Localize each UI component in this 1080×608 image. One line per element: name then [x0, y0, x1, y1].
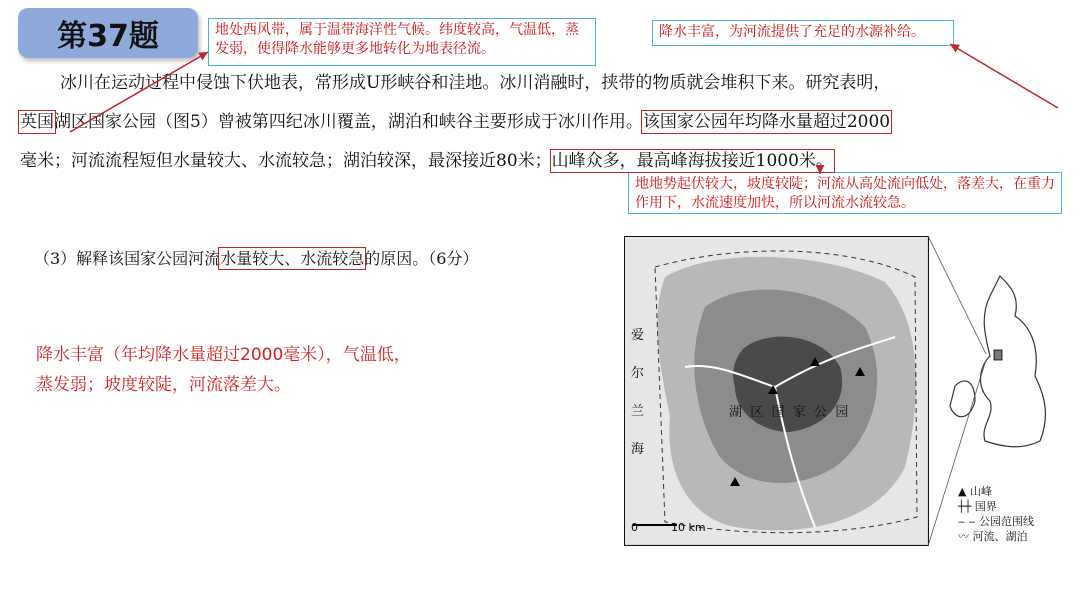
legend-park	[958, 514, 1034, 529]
terrain-map-graphic	[625, 237, 927, 544]
map-legend	[958, 484, 1034, 544]
question-prefix: （3）解释该国家公园河流	[34, 249, 221, 268]
legend-border-label: 国界	[974, 500, 997, 513]
legend-river-label: 河流、湖泊	[972, 530, 1028, 543]
rain-note: 降水丰富，为河流提供了充足的水源补给。	[652, 20, 954, 46]
legend-river	[958, 529, 1034, 544]
sea-label-char: 尔	[631, 366, 645, 381]
england-highlight: 英国	[20, 112, 54, 132]
answer-line-2: 蒸发弱；坡度较陡，河流落差大。	[36, 375, 291, 395]
question-suffix: 的原因。（6分）	[364, 249, 479, 268]
passage-line2-text: 湖区国家公园（图5）曾被第四纪冰川覆盖，湖泊和峡谷主要形成于冰川作用。	[54, 112, 643, 132]
peaks-highlight: 山峰众多，最高峰海拔接近1000米。	[551, 151, 833, 171]
question-highlight: 水量较大、水流较急	[220, 249, 365, 268]
arrow-rain	[950, 44, 1058, 108]
inset-location-box	[994, 350, 1002, 360]
park-label: 湖 区 国 家 公 园	[729, 405, 849, 420]
scale-zero: 0	[631, 521, 638, 534]
answer-text	[36, 340, 411, 400]
peak-icon: ▲	[958, 485, 967, 498]
legend-park-label: 公园范围线	[979, 515, 1034, 528]
question-3	[34, 246, 478, 269]
answer-line-1: 降水丰富（年均降水量超过2000毫米），气温低，	[36, 345, 411, 365]
lake-district-map	[624, 236, 929, 546]
dashed-line-icon: ‒ ‒	[958, 515, 976, 528]
terrain-note: 地地势起伏较大，坡度较陡；河流从高处流向低处，落差大，在重力作用下，水流速度加快，所以河流水流较急。	[628, 172, 1062, 214]
sea-label	[631, 317, 645, 469]
sea-label-char: 兰	[631, 404, 645, 419]
legend-border	[958, 499, 1034, 514]
passage-line1-text: 冰川在运动过程中侵蚀下伏地表，常形成U形峡谷和洼地。冰川消融时，挟带的物质就会堆积下来。研究表明，	[60, 73, 891, 93]
border-icon: ┼┼	[958, 500, 972, 513]
scale-label: 10 km	[671, 521, 706, 534]
question-number-badge: 第37题	[18, 8, 198, 58]
arrow-climate	[70, 52, 208, 132]
river-icon: 〰	[958, 530, 969, 543]
legend-peak-label: 山峰	[969, 485, 992, 498]
legend-peak	[958, 484, 1034, 499]
sea-label-char: 爱	[631, 328, 645, 343]
sea-label-char: 海	[631, 442, 645, 457]
passage-line3-text: 毫米；河流流程短但水量较大、水流较急；湖泊较深，最深接近80米；	[20, 151, 552, 171]
climate-note: 地处西风带，属于温带海洋性气候。纬度较高，气温低，蒸发弱，使得降水能够更多地转化为地表径流。	[208, 18, 596, 66]
rainfall-highlight: 该国家公园年均降水量超过2000	[642, 112, 891, 132]
